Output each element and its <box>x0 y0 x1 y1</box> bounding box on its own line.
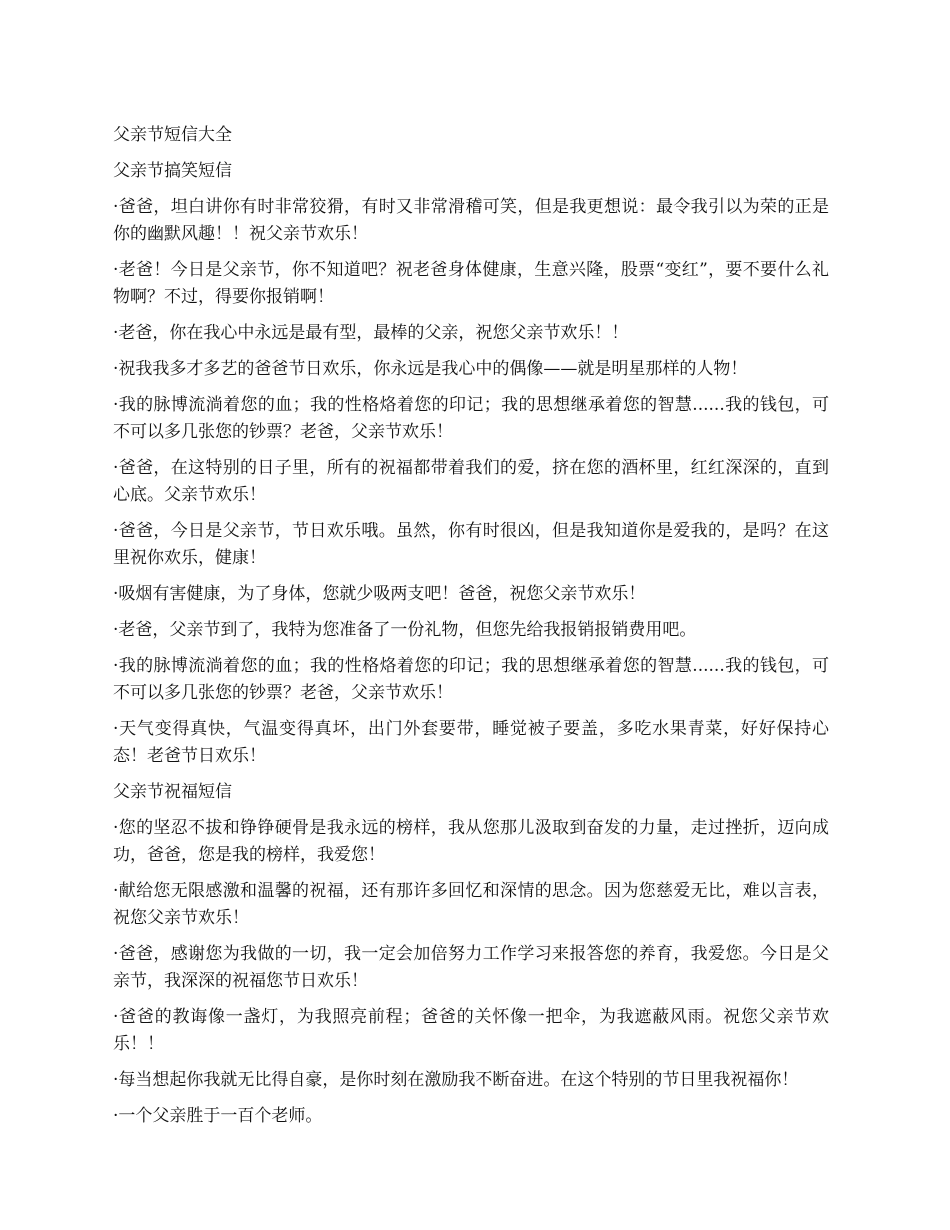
paragraph: ·爸爸的教诲像一盏灯，为我照亮前程；爸爸的关怀像一把伞，为我遮蔽风雨。祝您父亲节欢乐！！ <box>113 1007 829 1054</box>
paragraph: ·爸爸，今日是父亲节，节日欢乐哦。虽然，你有时很凶，但是我知道你是爱我的，是吗？在这里祝你欢乐，健康！ <box>113 521 829 568</box>
paragraph: ·老爸，你在我心中永远是最有型，最棒的父亲，祝您父亲节欢乐！！ <box>113 323 629 343</box>
paragraph: ·天气变得真快，气温变得真坏，出门外套要带，睡觉被子要盖，多吃水果青菜，好好保持心态！老爸节日欢乐！ <box>113 719 829 766</box>
paragraph: ·我的脉博流淌着您的血；我的性格烙着您的印记；我的思想继承着您的智慧......我的钱包，可不可以多几张您的钞票？老爸，父亲节欢乐！ <box>113 395 829 442</box>
paragraph: ·我的脉博流淌着您的血；我的性格烙着您的印记；我的思想继承着您的智慧......我的钱包，可不可以多几张您的钞票？老爸，父亲节欢乐！ <box>113 656 829 703</box>
paragraph: ·爸爸，坦白讲你有时非常狡猾，有时又非常滑稽可笑，但是我更想说：最令我引以为荣的正是你的幽默风趣！！祝父亲节欢乐！ <box>113 197 829 244</box>
paragraph: ·您的坚忍不拔和铮铮硬骨是我永远的榜样，我从您那儿汲取到奋发的力量，走过挫折，迈向成功，爸爸，您是我的榜样，我爱您！ <box>113 818 829 865</box>
paragraph: ·爸爸，在这特别的日子里，所有的祝福都带着我们的爱，挤在您的酒杯里，红红深深的，直到心底。父亲节欢乐！ <box>113 458 829 505</box>
paragraph: ·老爸！今日是父亲节，你不知道吧？祝老爸身体健康，生意兴隆，股票“变红”，要不要什么礼物啊？不过，得要你报销啊！ <box>113 260 829 307</box>
paragraph: ·祝我我多才多艺的爸爸节日欢乐，你永远是我心中的偶像——就是明星那样的人物！ <box>113 359 748 379</box>
section-heading-blessing: 父亲节祝福短信 <box>113 782 232 802</box>
paragraph: ·一个父亲胜于一百个老师。 <box>113 1106 323 1126</box>
document-title: 父亲节短信大全 <box>113 125 232 145</box>
paragraph: ·献给您无限感激和温馨的祝福，还有那许多回忆和深情的思念。因为您慈爱无比，难以言表，祝您父亲节欢乐！ <box>113 881 829 928</box>
paragraph: ·吸烟有害健康，为了身体，您就少吸两支吧！爸爸，祝您父亲节欢乐！ <box>113 584 646 604</box>
section-heading-funny: 父亲节搞笑短信 <box>113 161 232 181</box>
document-page <box>113 122 829 1139</box>
paragraph: ·老爸，父亲节到了，我特为您准备了一份礼物，但您先给我报销报销费用吧。 <box>113 620 697 640</box>
paragraph: ·每当想起你我就无比得自豪，是你时刻在激励我不断奋进。在这个特别的节日里我祝福你！ <box>113 1070 799 1090</box>
paragraph: ·爸爸，感谢您为我做的一切，我一定会加倍努力工作学习来报答您的养育，我爱您。今日是父亲节，我深深的祝福您节日欢乐！ <box>113 944 829 991</box>
